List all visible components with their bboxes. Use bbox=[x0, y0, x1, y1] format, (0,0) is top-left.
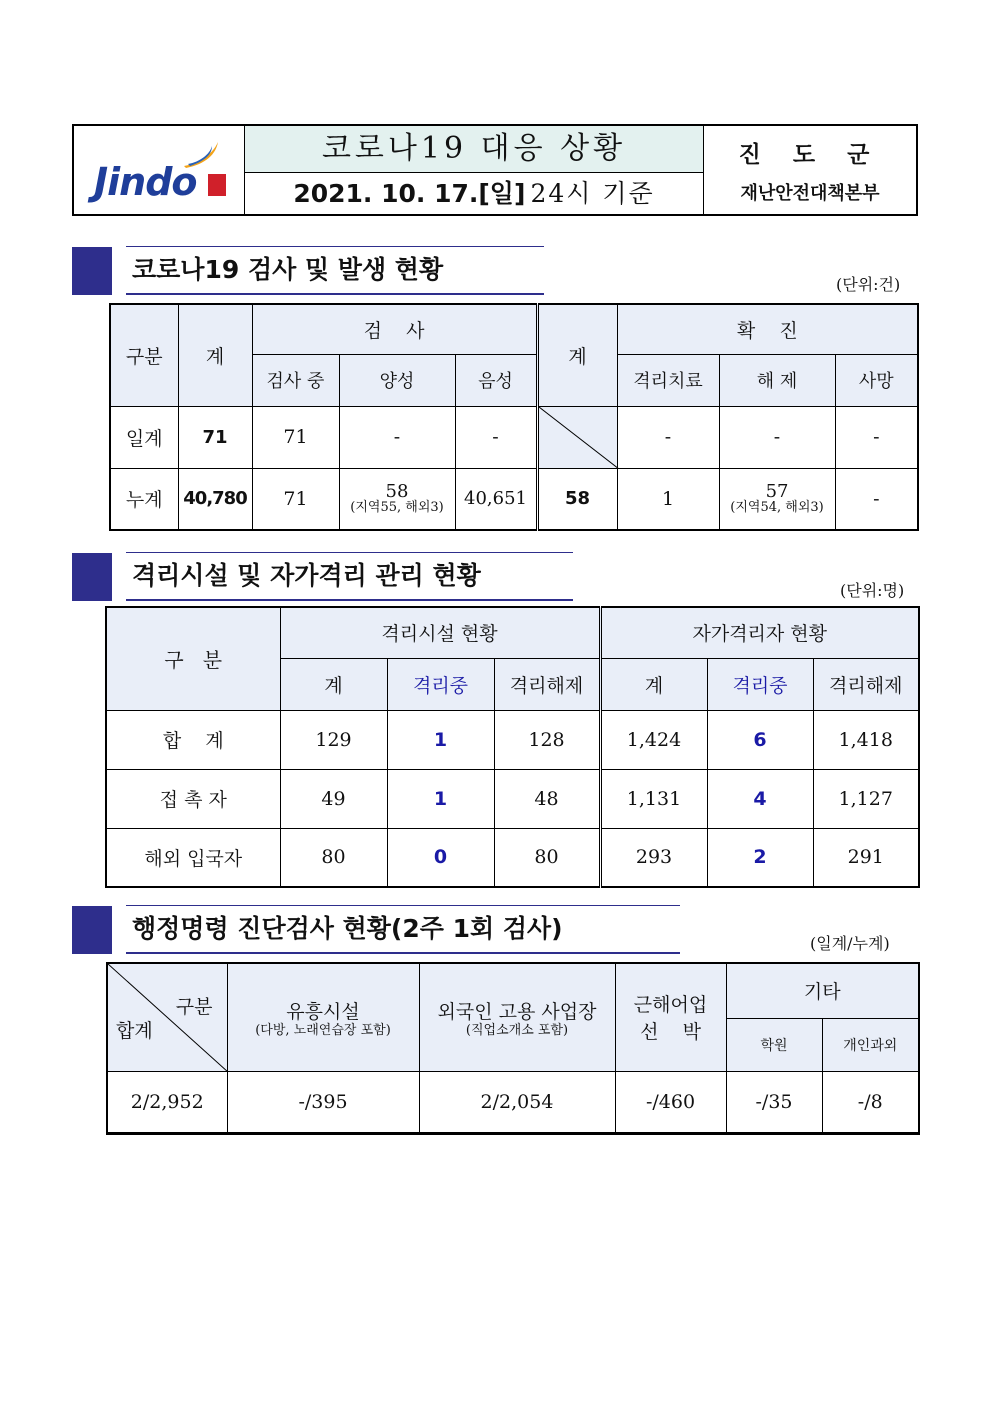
col-foreign: 외국인 고용 사업장 bbox=[437, 1000, 597, 1023]
cell-s-released: 291 bbox=[813, 828, 919, 887]
col-s-total: 계 bbox=[600, 658, 707, 710]
col-f-current: 격리중 bbox=[387, 658, 494, 710]
col-tutor: 개인과외 bbox=[822, 1018, 919, 1071]
col-fishing-2: 선 박 bbox=[640, 1021, 701, 1044]
col-etc: 기타 bbox=[726, 963, 919, 1018]
col-isolation: 격리치료 bbox=[617, 354, 719, 406]
cell-f-released: 128 bbox=[494, 710, 600, 769]
cell-s-released: 1,127 bbox=[813, 769, 919, 828]
cell-f-released: 48 bbox=[494, 769, 600, 828]
section3-marker-icon bbox=[72, 906, 112, 954]
col-gubun: 구분 bbox=[175, 996, 213, 1018]
col-f-released: 격리해제 bbox=[494, 658, 600, 710]
cell-f-released: 80 bbox=[494, 828, 600, 887]
col-test: 검 사 bbox=[252, 304, 537, 354]
section1-unit: (단위:건) bbox=[836, 275, 901, 294]
cell-tutor: -/8 bbox=[822, 1071, 919, 1133]
col-testing: 검사 중 bbox=[252, 354, 339, 406]
cell-testing: 71 bbox=[252, 468, 339, 530]
table-row bbox=[106, 828, 919, 887]
col-ent: 유흥시설 bbox=[286, 1000, 360, 1023]
cell-s-current: 4 bbox=[707, 769, 813, 828]
logo-badge-icon bbox=[208, 174, 226, 196]
row-label: 접 촉 자 bbox=[106, 769, 280, 828]
cell-total: 2/2,952 bbox=[107, 1071, 227, 1133]
section1-title: 코로나19 검사 및 발생 현황 bbox=[126, 246, 544, 295]
col-fishing-wrap bbox=[615, 963, 726, 1071]
cell-f-current: 1 bbox=[387, 710, 494, 769]
date-cell bbox=[245, 173, 704, 214]
section2-title: 격리시설 및 자가격리 관리 현황 bbox=[126, 552, 573, 601]
col-total: 계 bbox=[178, 304, 252, 406]
org-cell bbox=[704, 126, 916, 214]
cell-release: - bbox=[719, 406, 835, 468]
cell-ent: -/395 bbox=[227, 1071, 419, 1133]
cell-f-current: 1 bbox=[387, 769, 494, 828]
cell-negative: - bbox=[455, 406, 537, 468]
test-status-table bbox=[109, 303, 919, 531]
cell-s-total: 293 bbox=[600, 828, 707, 887]
cell-fishing: -/460 bbox=[615, 1071, 726, 1133]
col-self: 자가격리자 현황 bbox=[600, 607, 919, 658]
section3-unit: (일계/누계) bbox=[810, 934, 890, 953]
table-row bbox=[110, 468, 918, 530]
cell-positive: - bbox=[339, 406, 455, 468]
cell-isolation: 1 bbox=[617, 468, 719, 530]
logo-text: Jindo bbox=[94, 160, 197, 204]
col-fishing-1: 근해어업 bbox=[633, 994, 708, 1017]
cell-release: 57 bbox=[765, 480, 789, 502]
cell-foreign: 2/2,054 bbox=[419, 1071, 615, 1133]
logo bbox=[74, 126, 245, 214]
date-rest: 24시 기준 bbox=[530, 179, 655, 208]
col-foreign-note: (직업소개소 포함) bbox=[465, 1022, 569, 1038]
quarantine-table bbox=[105, 606, 920, 888]
section3-title: 행정명령 진단검사 현황(2주 1회 검사) bbox=[126, 905, 680, 954]
cell-f-total: 129 bbox=[280, 710, 387, 769]
org-name: 진 도 군 bbox=[738, 141, 882, 168]
col-ent-wrap bbox=[227, 963, 419, 1071]
cell-isolation: - bbox=[617, 406, 719, 468]
col-conf-total: 계 bbox=[537, 304, 617, 406]
title-cell bbox=[245, 126, 704, 173]
cell-s-total: 1,424 bbox=[600, 710, 707, 769]
org-sub: 재난안전대책본부 bbox=[740, 183, 880, 204]
row-label: 일계 bbox=[110, 406, 178, 468]
table-row bbox=[106, 769, 919, 828]
cell-positive: 58 bbox=[385, 480, 409, 502]
cell-testing: 71 bbox=[252, 406, 339, 468]
cell-s-total: 1,131 bbox=[600, 769, 707, 828]
cell-f-current: 0 bbox=[387, 828, 494, 887]
cell-s-current: 6 bbox=[707, 710, 813, 769]
section2-unit: (단위:명) bbox=[840, 581, 905, 600]
section2-marker-icon bbox=[72, 553, 112, 601]
col-academy: 학원 bbox=[726, 1018, 822, 1071]
cell-total: 71 bbox=[178, 406, 252, 468]
col-gubun: 구 분 bbox=[106, 607, 280, 710]
table-row bbox=[106, 710, 919, 769]
diagonal-line-icon bbox=[539, 407, 619, 469]
cell-conf-total-diagonal bbox=[537, 406, 617, 468]
col-facility: 격리시설 현황 bbox=[280, 607, 600, 658]
col-f-total: 계 bbox=[280, 658, 387, 710]
page-title: 코로나19 대응 상황 bbox=[321, 131, 627, 166]
section1-marker-icon bbox=[72, 247, 112, 295]
cell-positive-wrap bbox=[339, 468, 455, 530]
row-label: 합 계 bbox=[106, 710, 280, 769]
cell-death: - bbox=[835, 468, 918, 530]
col-ent-note: (다방, 노래연습장 포함) bbox=[255, 1022, 391, 1038]
row-label: 누계 bbox=[110, 468, 178, 530]
cell-s-released: 1,418 bbox=[813, 710, 919, 769]
cell-death: - bbox=[835, 406, 918, 468]
row-label: 해외 입국자 bbox=[106, 828, 280, 887]
col-gubun-diagonal bbox=[107, 963, 227, 1071]
header-box bbox=[72, 124, 918, 216]
col-s-current: 격리중 bbox=[707, 658, 813, 710]
cell-release-wrap bbox=[719, 468, 835, 530]
cell-conf-total: 58 bbox=[537, 468, 617, 530]
col-s-released: 격리해제 bbox=[813, 658, 919, 710]
col-foreign-wrap bbox=[419, 963, 615, 1071]
table-row bbox=[107, 1071, 919, 1133]
admin-order-table bbox=[106, 962, 920, 1135]
cell-s-current: 2 bbox=[707, 828, 813, 887]
col-gubun: 구분 bbox=[110, 304, 178, 406]
cell-total: 40,780 bbox=[178, 468, 252, 530]
cell-academy: -/35 bbox=[726, 1071, 822, 1133]
col-positive: 양성 bbox=[339, 354, 455, 406]
col-confirmed: 확 진 bbox=[617, 304, 918, 354]
col-death: 사망 bbox=[835, 354, 918, 406]
cell-negative: 40,651 bbox=[455, 468, 537, 530]
date-bold: 2021. 10. 17.[일] bbox=[293, 179, 526, 208]
cell-f-total: 49 bbox=[280, 769, 387, 828]
col-total: 합계 bbox=[116, 1020, 153, 1042]
cell-positive-note: (지역55, 해외3) bbox=[350, 499, 444, 515]
cell-release-note: (지역54, 해외3) bbox=[730, 499, 824, 515]
cell-f-total: 80 bbox=[280, 828, 387, 887]
col-release: 해 제 bbox=[719, 354, 835, 406]
table-row bbox=[110, 406, 918, 468]
col-negative: 음성 bbox=[455, 354, 537, 406]
